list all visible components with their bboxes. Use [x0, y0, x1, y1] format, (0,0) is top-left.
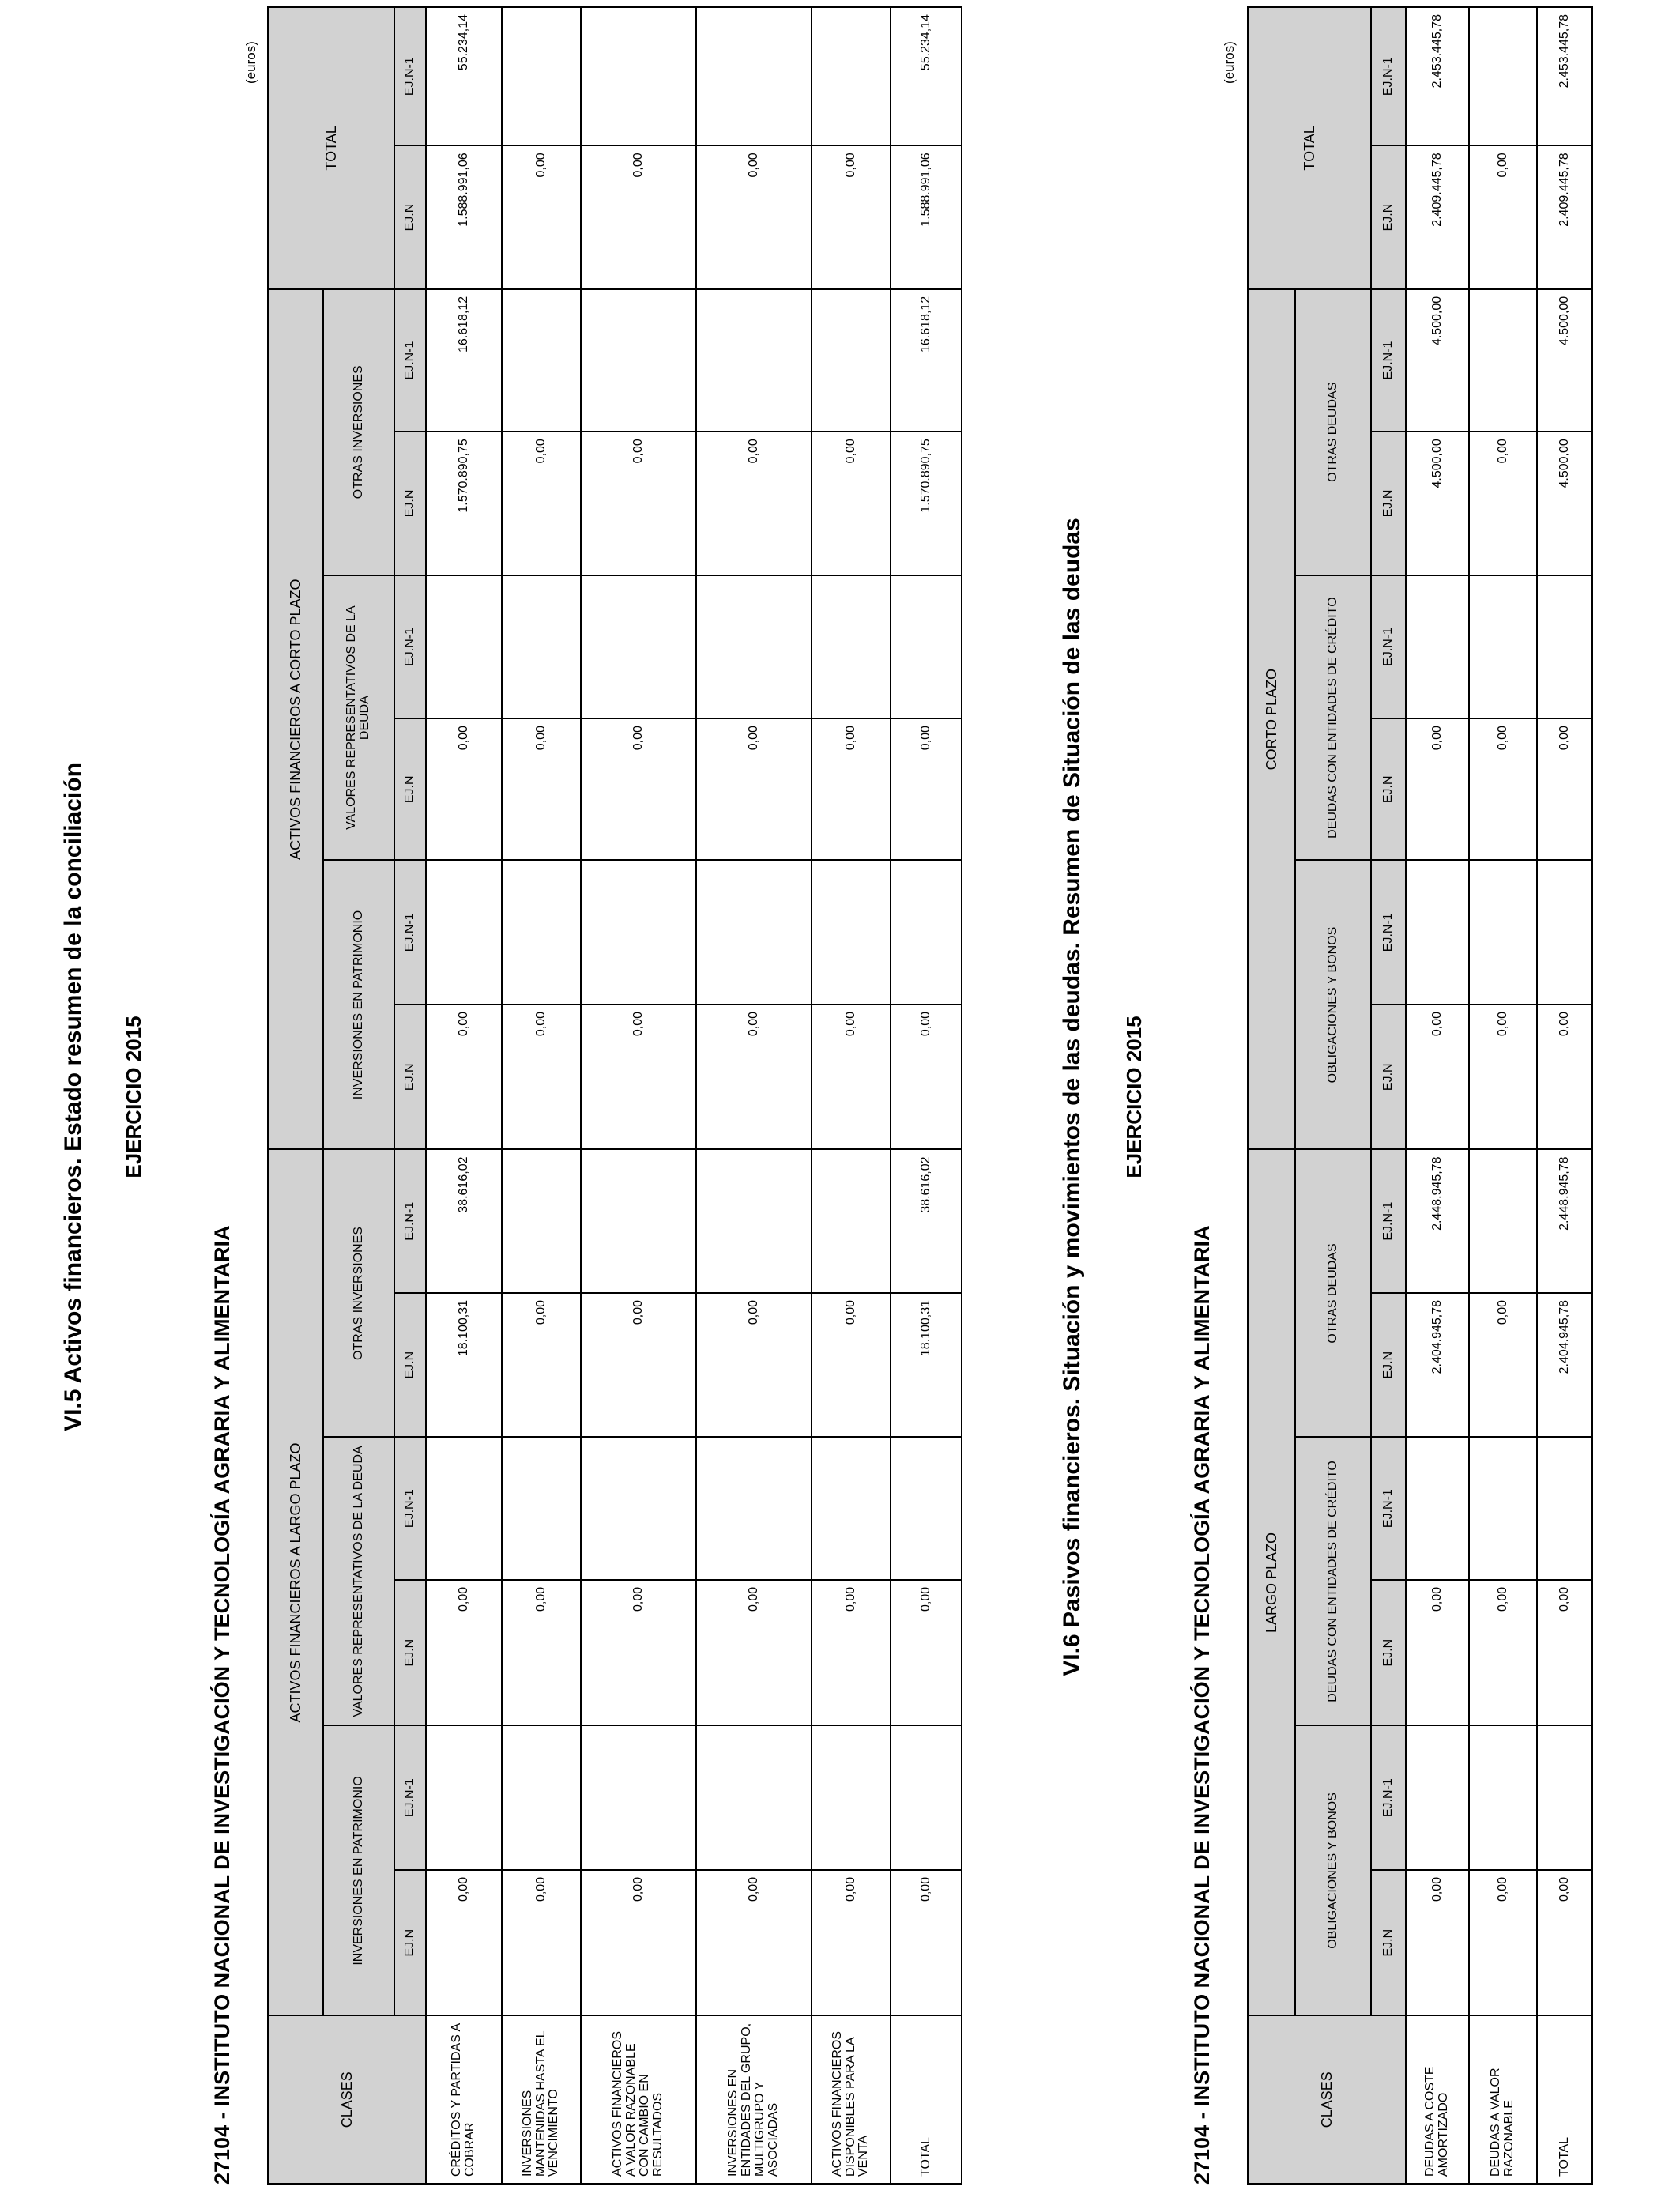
category-cell: TOTAL [1537, 2015, 1592, 2184]
value-cell [502, 289, 581, 432]
value-cell [1406, 575, 1469, 718]
value-cell [581, 289, 696, 432]
value-cell [502, 575, 581, 718]
value-cell: 0,00 [426, 1580, 502, 1726]
vi5-title: VI.5 Activos financieros. Estado resumen de la conciliación [60, 763, 86, 1431]
category-cell: ACTIVOS FINANCIEROS DISPONIBLES PARA LA VENTA [812, 2015, 891, 2184]
value-cell: 0,00 [1537, 1580, 1592, 1726]
vi6-title: VI.6 Pasivos financieros. Situación y movimientos de las deudas. Resumen de Situación de las deudas [1059, 518, 1085, 1676]
value-cell: 0,00 [581, 432, 696, 575]
value-cell [812, 1150, 891, 1293]
vi6-ejn-header: EJ.N [1371, 718, 1406, 860]
value-cell: 0,00 [696, 1293, 812, 1437]
vi6-obligaciones-lp-header: OBLIGACIONES Y BONOS [1295, 1725, 1371, 2015]
vi5-corto-header: ACTIVOS FINANCIEROS A CORTO PLAZO [268, 289, 323, 1150]
category-cell: INVERSIONES MANTENIDAS HASTA EL VENCIMIENTO [502, 2015, 581, 2184]
value-cell: 55.234,14 [891, 7, 962, 145]
category-cell: ACTIVOS FINANCIEROS A VALOR RAZONABLE CON CAMBIO EN RESULTADOS [581, 2015, 696, 2184]
value-cell: 0,00 [1469, 1580, 1537, 1726]
vi6-ejn-header: EJ.N [1371, 1870, 1406, 2016]
value-cell [1406, 860, 1469, 1004]
value-cell: 0,00 [891, 1870, 962, 2016]
value-cell: 2.409.445,78 [1406, 145, 1469, 288]
table-row [502, 7, 581, 2184]
value-cell: 0,00 [812, 718, 891, 860]
vi6-obligaciones-cp-header: OBLIGACIONES Y BONOS [1295, 860, 1371, 1149]
value-cell: 0,00 [1406, 1870, 1469, 2016]
vi5-ejercicio: EJERCICIO 2015 [122, 1016, 145, 1178]
value-cell: 0,00 [1469, 145, 1537, 288]
vi6-ejn-header: EJ.N [1371, 432, 1406, 575]
vi6-units: (euros) [1222, 41, 1237, 84]
vi6-deudas-credito-lp-header: DEUDAS CON ENTIDADES DE CRÉDITO [1295, 1437, 1371, 1725]
value-cell [1469, 860, 1537, 1004]
vi5-otras-lp-header: OTRAS INVERSIONES [323, 1150, 394, 1438]
value-cell [891, 575, 962, 718]
value-cell [581, 575, 696, 718]
value-cell: 0,00 [426, 1870, 502, 2016]
vi6-otras-lp-header: OTRAS DEUDAS [1295, 1149, 1371, 1437]
vi6-ejn-header: EJ.N [1371, 145, 1406, 288]
table-row [812, 7, 891, 2184]
value-cell [426, 1725, 502, 1869]
value-cell [581, 7, 696, 145]
vi5-organismo: 27104 - INSTITUTO NACIONAL DE INVESTIGACIÓN Y TECNOLOGÍA AGRARIA Y ALIMENTARIA [210, 1225, 234, 2185]
category-cell: CRÉDITOS Y PARTIDAS A COBRAR [426, 2015, 502, 2184]
value-cell: 4.500,00 [1537, 432, 1592, 575]
vi5-ejn-header: EJ.N [394, 1870, 426, 2016]
value-cell [502, 861, 581, 1005]
vi5-valores-lp-header: VALORES REPRESENTATIVOS DE LA DEUDA [323, 1437, 394, 1725]
value-cell: 0,00 [696, 718, 812, 860]
value-cell: 0,00 [581, 1580, 696, 1726]
value-cell: 0,00 [812, 1870, 891, 2016]
category-cell: DEUDAS A VALOR RAZONABLE [1469, 2015, 1537, 2184]
value-cell [502, 7, 581, 145]
total-row [891, 7, 962, 2184]
value-cell: 0,00 [1469, 1870, 1537, 2016]
value-cell: 0,00 [1469, 718, 1537, 860]
vi5-valores-cp-header: VALORES REPRESENTATIVOS DE LA DEUDA [323, 575, 394, 861]
vi5-ejn-header: EJ.N [394, 1580, 426, 1726]
value-cell [1537, 1437, 1592, 1579]
value-cell: 2.404.945,78 [1537, 1293, 1592, 1437]
value-cell [426, 861, 502, 1005]
value-cell [812, 7, 891, 145]
vi6-corto-header: CORTO PLAZO [1248, 289, 1295, 1150]
vi6-clases-header: CLASES [1248, 2015, 1406, 2184]
value-cell: 0,00 [696, 1005, 812, 1150]
value-cell: 0,00 [1537, 1005, 1592, 1150]
value-cell [696, 7, 812, 145]
value-cell: 1.570.890,75 [426, 432, 502, 575]
value-cell [1469, 1149, 1537, 1292]
value-cell: 0,00 [1406, 718, 1469, 860]
vi5-inv-patrimonio-lp-header: INVERSIONES EN PATRIMONIO [323, 1725, 394, 2015]
value-cell: 4.500,00 [1406, 432, 1469, 575]
value-cell: 0,00 [502, 1580, 581, 1726]
value-cell [812, 861, 891, 1005]
value-cell: 0,00 [1406, 1580, 1469, 1726]
value-cell: 2.453.445,78 [1406, 7, 1469, 145]
value-cell: 0,00 [1469, 1005, 1537, 1150]
category-cell: TOTAL [891, 2015, 962, 2184]
value-cell: 0,00 [812, 1005, 891, 1150]
value-cell: 0,00 [1537, 1870, 1592, 2016]
value-cell [812, 575, 891, 718]
value-cell: 0,00 [581, 718, 696, 860]
vi6-ejn1-header: EJ.N-1 [1371, 1149, 1406, 1292]
value-cell [1469, 289, 1537, 432]
value-cell [502, 1150, 581, 1293]
value-cell: 1.588.991,06 [426, 145, 502, 288]
vi5-ejn1-header: EJ.N-1 [394, 1437, 426, 1579]
vi6-largo-header: LARGO PLAZO [1248, 1149, 1295, 2015]
vi5-otras-cp-header: OTRAS INVERSIONES [323, 289, 394, 575]
value-cell: 18.100,31 [426, 1293, 502, 1437]
value-cell [891, 1437, 962, 1579]
value-cell: 2.448.945,78 [1537, 1149, 1592, 1292]
vi6-ejn-header: EJ.N [1371, 1293, 1406, 1437]
category-cell: DEUDAS A COSTE AMORTIZADO [1406, 2015, 1469, 2184]
value-cell [696, 1437, 812, 1579]
value-cell: 0,00 [696, 145, 812, 288]
vi6-ejn1-header: EJ.N-1 [1371, 575, 1406, 718]
value-cell: 0,00 [502, 1870, 581, 2016]
vi5-ejn1-header: EJ.N-1 [394, 1725, 426, 1869]
value-cell: 0,00 [1469, 1293, 1537, 1437]
value-cell: 0,00 [812, 1580, 891, 1726]
value-cell: 0,00 [891, 1580, 962, 1726]
vi6-ejn1-header: EJ.N-1 [1371, 7, 1406, 145]
value-cell: 0,00 [502, 1005, 581, 1150]
value-cell: 0,00 [502, 432, 581, 575]
vi5-ejn1-header: EJ.N-1 [394, 289, 426, 432]
value-cell: 0,00 [696, 432, 812, 575]
vi5-ejn-header: EJ.N [394, 145, 426, 288]
value-cell: 4.500,00 [1406, 289, 1469, 432]
value-cell: 0,00 [426, 718, 502, 860]
value-cell: 16.618,12 [426, 289, 502, 432]
vi5-largo-header: ACTIVOS FINANCIEROS A LARGO PLAZO [268, 1150, 323, 2016]
value-cell: 0,00 [426, 1005, 502, 1150]
vi6-ejercicio: EJERCICIO 2015 [1122, 1016, 1146, 1178]
vi6-otras-cp-header: OTRAS DEUDAS [1295, 289, 1371, 575]
value-cell [891, 1725, 962, 1869]
value-cell [581, 1725, 696, 1869]
value-cell [696, 1725, 812, 1869]
vi6-total-header: TOTAL [1248, 7, 1371, 289]
value-cell [1469, 575, 1537, 718]
vi6-ejn1-header: EJ.N-1 [1371, 1437, 1406, 1579]
value-cell: 38.616,02 [891, 1150, 962, 1293]
value-cell: 2.404.945,78 [1406, 1293, 1469, 1437]
value-cell: 0,00 [581, 1293, 696, 1437]
value-cell: 2.409.445,78 [1537, 145, 1592, 288]
table-row [1469, 7, 1537, 2184]
value-cell [426, 1437, 502, 1579]
value-cell [1469, 1725, 1537, 1869]
value-cell: 1.570.890,75 [891, 432, 962, 575]
value-cell: 0,00 [1406, 1005, 1469, 1150]
table-row [581, 7, 696, 2184]
vi6-organismo: 27104 - INSTITUTO NACIONAL DE INVESTIGACIÓN Y TECNOLOGÍA AGRARIA Y ALIMENTARIA [1190, 1225, 1214, 2185]
value-cell: 38.616,02 [426, 1150, 502, 1293]
vi5-ejn1-header: EJ.N-1 [394, 575, 426, 718]
vi6-ejn1-header: EJ.N-1 [1371, 1725, 1406, 1869]
value-cell: 55.234,14 [426, 7, 502, 145]
table-row [1406, 7, 1469, 2184]
value-cell [1406, 1437, 1469, 1579]
value-cell [1537, 1725, 1592, 1869]
value-cell: 18.100,31 [891, 1293, 962, 1437]
value-cell [581, 861, 696, 1005]
vi6-ejn1-header: EJ.N-1 [1371, 860, 1406, 1004]
value-cell [891, 861, 962, 1005]
value-cell [812, 1437, 891, 1579]
value-cell [812, 1725, 891, 1869]
value-cell: 0,00 [891, 1005, 962, 1150]
vi5-ejn-header: EJ.N [394, 718, 426, 860]
value-cell [1406, 1725, 1469, 1869]
vi6-ejn-header: EJ.N [1371, 1580, 1406, 1726]
value-cell: 0,00 [812, 145, 891, 288]
value-cell: 2.448.945,78 [1406, 1149, 1469, 1292]
vi5-ejn1-header: EJ.N-1 [394, 7, 426, 145]
value-cell: 0,00 [1469, 432, 1537, 575]
vi5-clases-header: CLASES [268, 2015, 426, 2184]
value-cell: 0,00 [696, 1870, 812, 2016]
vi5-units: (euros) [243, 41, 258, 84]
value-cell [1469, 1437, 1537, 1579]
value-cell: 0,00 [581, 145, 696, 288]
value-cell [581, 1150, 696, 1293]
vi5-ejn-header: EJ.N [394, 1005, 426, 1150]
vi6-ejn1-header: EJ.N-1 [1371, 289, 1406, 432]
value-cell [696, 289, 812, 432]
value-cell [426, 575, 502, 718]
value-cell [812, 289, 891, 432]
value-cell [696, 575, 812, 718]
vi5-inv-patrimonio-cp-header: INVERSIONES EN PATRIMONIO [323, 861, 394, 1150]
value-cell: 0,00 [812, 432, 891, 575]
value-cell: 0,00 [581, 1005, 696, 1150]
vi5-ejn-header: EJ.N [394, 1293, 426, 1437]
value-cell: 0,00 [891, 718, 962, 860]
value-cell [502, 1437, 581, 1579]
vi6-deudas-credito-cp-header: DEUDAS CON ENTIDADES DE CRÉDITO [1295, 575, 1371, 861]
value-cell: 0,00 [581, 1870, 696, 2016]
category-cell: INVERSIONES EN ENTIDADES DEL GRUPO, MULTIGRUPO Y ASOCIADAS [696, 2015, 812, 2184]
value-cell: 0,00 [1537, 718, 1592, 860]
value-cell [1469, 7, 1537, 145]
vi6-ejn-header: EJ.N [1371, 1005, 1406, 1150]
value-cell: 2.453.445,78 [1537, 7, 1592, 145]
vi5-total-header: TOTAL [268, 7, 394, 289]
vi5-ejn1-header: EJ.N-1 [394, 1150, 426, 1293]
vi5-ejn-header: EJ.N [394, 432, 426, 575]
value-cell [581, 1437, 696, 1579]
value-cell: 0,00 [502, 145, 581, 288]
value-cell [1537, 860, 1592, 1004]
vi6-table [1247, 6, 1593, 2185]
vi5-table [267, 6, 962, 2185]
vi5-ejn1-header: EJ.N-1 [394, 861, 426, 1005]
value-cell: 0,00 [502, 1293, 581, 1437]
value-cell [696, 861, 812, 1005]
total-row [1537, 7, 1592, 2184]
value-cell [1537, 575, 1592, 718]
value-cell: 0,00 [502, 718, 581, 860]
value-cell: 1.588.991,06 [891, 145, 962, 288]
table-row [426, 7, 502, 2184]
value-cell: 16.618,12 [891, 289, 962, 432]
value-cell [696, 1150, 812, 1293]
value-cell: 0,00 [696, 1580, 812, 1726]
value-cell: 4.500,00 [1537, 289, 1592, 432]
value-cell [502, 1725, 581, 1869]
table-row [696, 7, 812, 2184]
value-cell: 0,00 [812, 1293, 891, 1437]
